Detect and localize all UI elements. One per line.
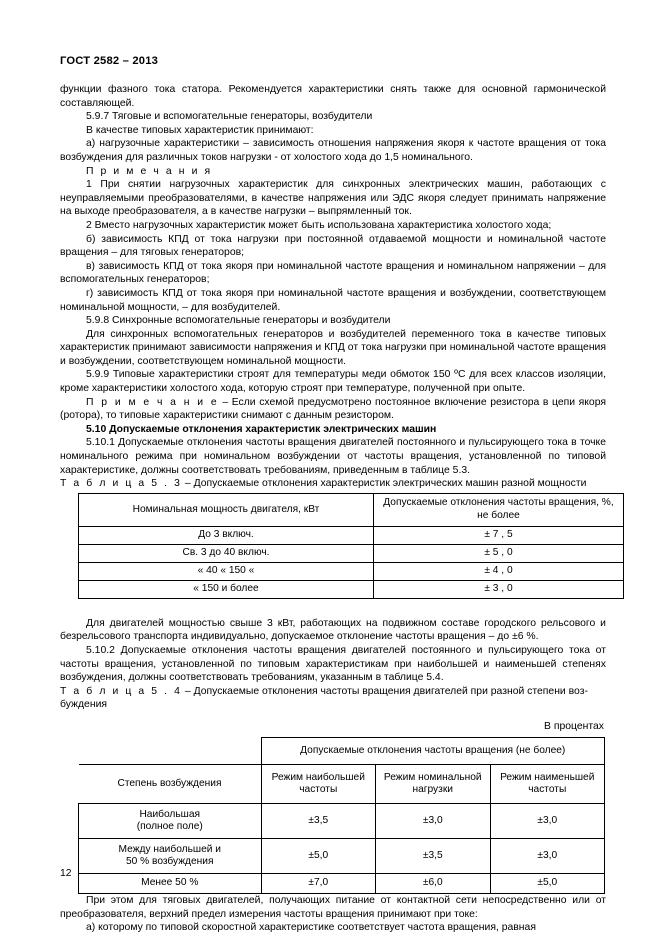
table-53-cell-power-2: « 40 « 150 «: [79, 562, 374, 580]
table-54-header-max-frequency: Режим наибольшей частоты: [261, 764, 376, 803]
note-1: 1 При снятии нагрузочных характеристик для синхронных электрических машин, работающих с неуправляемыми преобразователями, в качестве напряжения или ЭДС якоря следует принимать напряжение на выходе преобразователя, а в качестве нагрузки – выпрямленный ток.: [60, 179, 606, 218]
note-3-text: – Если схемой предусмотрено постоянное включение резистора в цепи якоря (ротора), то типовые характеристики снимают с данным резистором.: [60, 396, 606, 422]
paragraph-5-9-7: 5.9.7 Тяговые и вспомогательные генераторы, возбудители: [86, 111, 373, 123]
page-content: [60, 55, 614, 935]
table-row: [79, 838, 605, 873]
table-53-cell-deviation-1: ± 5 , 0: [374, 544, 624, 562]
table-5-3: [78, 493, 624, 599]
table-row-header: [79, 493, 624, 526]
table-row: [79, 544, 624, 562]
table-54-cell-min-0: ±3,0: [490, 803, 605, 838]
paragraph-1: функции фазного тока статора. Рекомендуется характеристики снять также для основной гармонической составляющей.: [60, 84, 606, 109]
table-54-cell-min-2: ±5,0: [490, 873, 605, 893]
paragraph-rolling-stock: Для двигателей мощностью свыше 3 кВт, работающих на подвижном составе городского рельсового и безрельсового транспорта индивидуально, допускаемое отклонение частоты вращения – до ±6 %.: [60, 617, 606, 643]
table-53-cell-power-1: Св. 3 до 40 включ.: [79, 544, 374, 562]
paragraph-5-10-2: 5.10.2 Допускаемые отклонения частоты вращения двигателей постоянного и пульсирующего тока от частоты вращения, установленной по типовым характеристикам при наибольшей и наименьшей степенях возбуждения, должны соответствовать требованиям, указанным в таблице 5.4.: [60, 645, 606, 684]
paragraph-item-v: в) зависимость КПД от тока якоря при номинальной частоте вращения и номинальном напряжении – для вспомогательных генераторов;: [60, 260, 606, 286]
paragraph-item-a2: а) которому по типовой скоростной характеристике соответствует частота вращения, равная: [86, 922, 536, 934]
table-54-caption: [60, 685, 606, 712]
paragraph-5-9-9: 5.9.9 Типовые характеристики строят для температуры меди обмоток 150 ºС для всех классов изоляции, кроме характеристики холостого хода, которую строят при температуре, полученной при опыте.: [60, 369, 606, 395]
table-54-caption-label: Т а б л и ц а 5 . 4: [60, 685, 183, 697]
section-heading-5-10: 5.10 Допускаемые отклонения характеристик электрических машин: [86, 423, 437, 435]
table-54-cell-min-1: ±3,0: [490, 838, 605, 873]
table-54-cell-nom-2: ±6,0: [376, 873, 491, 893]
table-54-wrapper: [78, 737, 605, 894]
table-54-group-header: Допускаемые отклонения частоты вращения (не более): [261, 737, 605, 764]
table-54-stub-header: Степень возбуждения: [79, 764, 262, 803]
table-53-cell-deviation-3: ± 3 , 0: [374, 580, 624, 598]
table-53-cell-deviation-0: ± 7 , 5: [374, 526, 624, 544]
table-54-cell-max-2: ±7,0: [261, 873, 376, 893]
table-54-units-note: В процентах: [544, 720, 604, 732]
table-row: [79, 526, 624, 544]
table-53-header-power: Номинальная мощность двигателя, кВт: [79, 493, 374, 526]
spacer: [60, 599, 606, 608]
table-54-caption-text: – Допускаемые отклонения частоты вращения двигателей при разной степени возбуждения: [60, 685, 588, 711]
spacer: [60, 608, 606, 617]
note-heading-single: П р и м е ч а н и е: [86, 396, 219, 408]
paragraph-item-b: б) зависимость КПД от тока нагрузки при постоянной отдаваемой мощности и номинальной частоте вращения – для тяговых генераторов;: [60, 233, 606, 259]
table-54-corner-blank: [79, 737, 262, 764]
table-54-cell-max-1: ±5,0: [261, 838, 376, 873]
notes-heading-plural: П р и м е ч а н и я: [86, 165, 213, 177]
paragraph-item-a: а) нагрузочные характеристики – зависимость отношения напряжения якоря к частоте вращения от тока возбуждения для различных токов нагрузки - от холостого хода до 1,5 номинального.: [60, 138, 606, 163]
table-53-cell-power-3: « 150 и более: [79, 580, 374, 598]
table-5-4: [78, 737, 605, 894]
paragraph-5-10-1: 5.10.1 Допускаемые отклонения частоты вращения двигателей постоянного и пульсирующего тока в точке номинального режима при номинальном возбуждении от частоты вращения, установленной по типовой характеристике, должны соответствовать требованиям, приведенным в таблице 5.3.: [60, 437, 606, 476]
paragraph-synchronous-generators: Для синхронных вспомогательных генераторов и возбудителей переменного тока в качестве типовых характеристик принимают зависимости напряжения и КПД от тока нагрузки при номинальной частоте вращения и возбуждении, соответствующем номинальной мощности.: [60, 328, 606, 367]
note-3: [60, 396, 606, 423]
table-54-cell-max-0: ±3,5: [261, 803, 376, 838]
table-54-cell-degree-0: Наибольшая (полное поле): [79, 803, 262, 838]
table-row-header-group: [79, 737, 605, 764]
paragraph-item-g: г) зависимость КПД от тока якоря при номинальной частоте вращения и возбуждении, соответствующем номинальной мощности, – для возбудителей.: [60, 287, 606, 313]
table-row: [79, 803, 605, 838]
table-54-cell-nom-0: ±3,0: [376, 803, 491, 838]
table-54-header-nominal-load: Режим номинальной нагрузки: [376, 764, 491, 803]
paragraph-typical-characteristics: В качестве типовых характеристик принимают:: [86, 124, 314, 136]
table-row: [79, 580, 624, 598]
table-54-cell-degree-1: Между наибольшей и 50 % возбуждения: [79, 838, 262, 873]
table-row: [79, 562, 624, 580]
table-53-caption-label: Т а б л и ц а 5 . 3: [60, 478, 183, 490]
table-row: [79, 873, 605, 893]
table-54-cell-nom-1: ±3,5: [376, 838, 491, 873]
paragraph-5-9-8: 5.9.8 Синхронные вспомогательные генераторы и возбудители: [86, 315, 391, 327]
table-53-caption-text: – Допускаемые отклонения характеристик электрических машин разной мощности: [184, 478, 587, 490]
table-54-cell-degree-2: Менее 50 %: [79, 873, 262, 893]
table-row-header-sub: [79, 764, 605, 803]
paragraph-traction-motors: При этом для тяговых двигателей, получающих питание от контактной сети непосредственно или от преобразователя, верхний предел измерения частоты вращения принимают при токе:: [60, 894, 606, 920]
note-2: 2 Вместо нагрузочных характеристик может быть использована характеристика холостого хода;: [86, 219, 552, 231]
table-53-caption: [60, 477, 606, 491]
table-54-header-min-frequency: Режим наименьшей частоты: [490, 764, 605, 803]
page-number: 12: [60, 868, 72, 879]
standard-header: ГОСТ 2582 – 2013: [60, 55, 159, 67]
table-53-header-deviation: Допускаемые отклонения частоты вращения, %, не более: [374, 493, 624, 526]
table-53-cell-power-0: До 3 включ.: [79, 526, 374, 544]
table-53-cell-deviation-2: ± 4 , 0: [374, 562, 624, 580]
spacer: [60, 712, 606, 721]
